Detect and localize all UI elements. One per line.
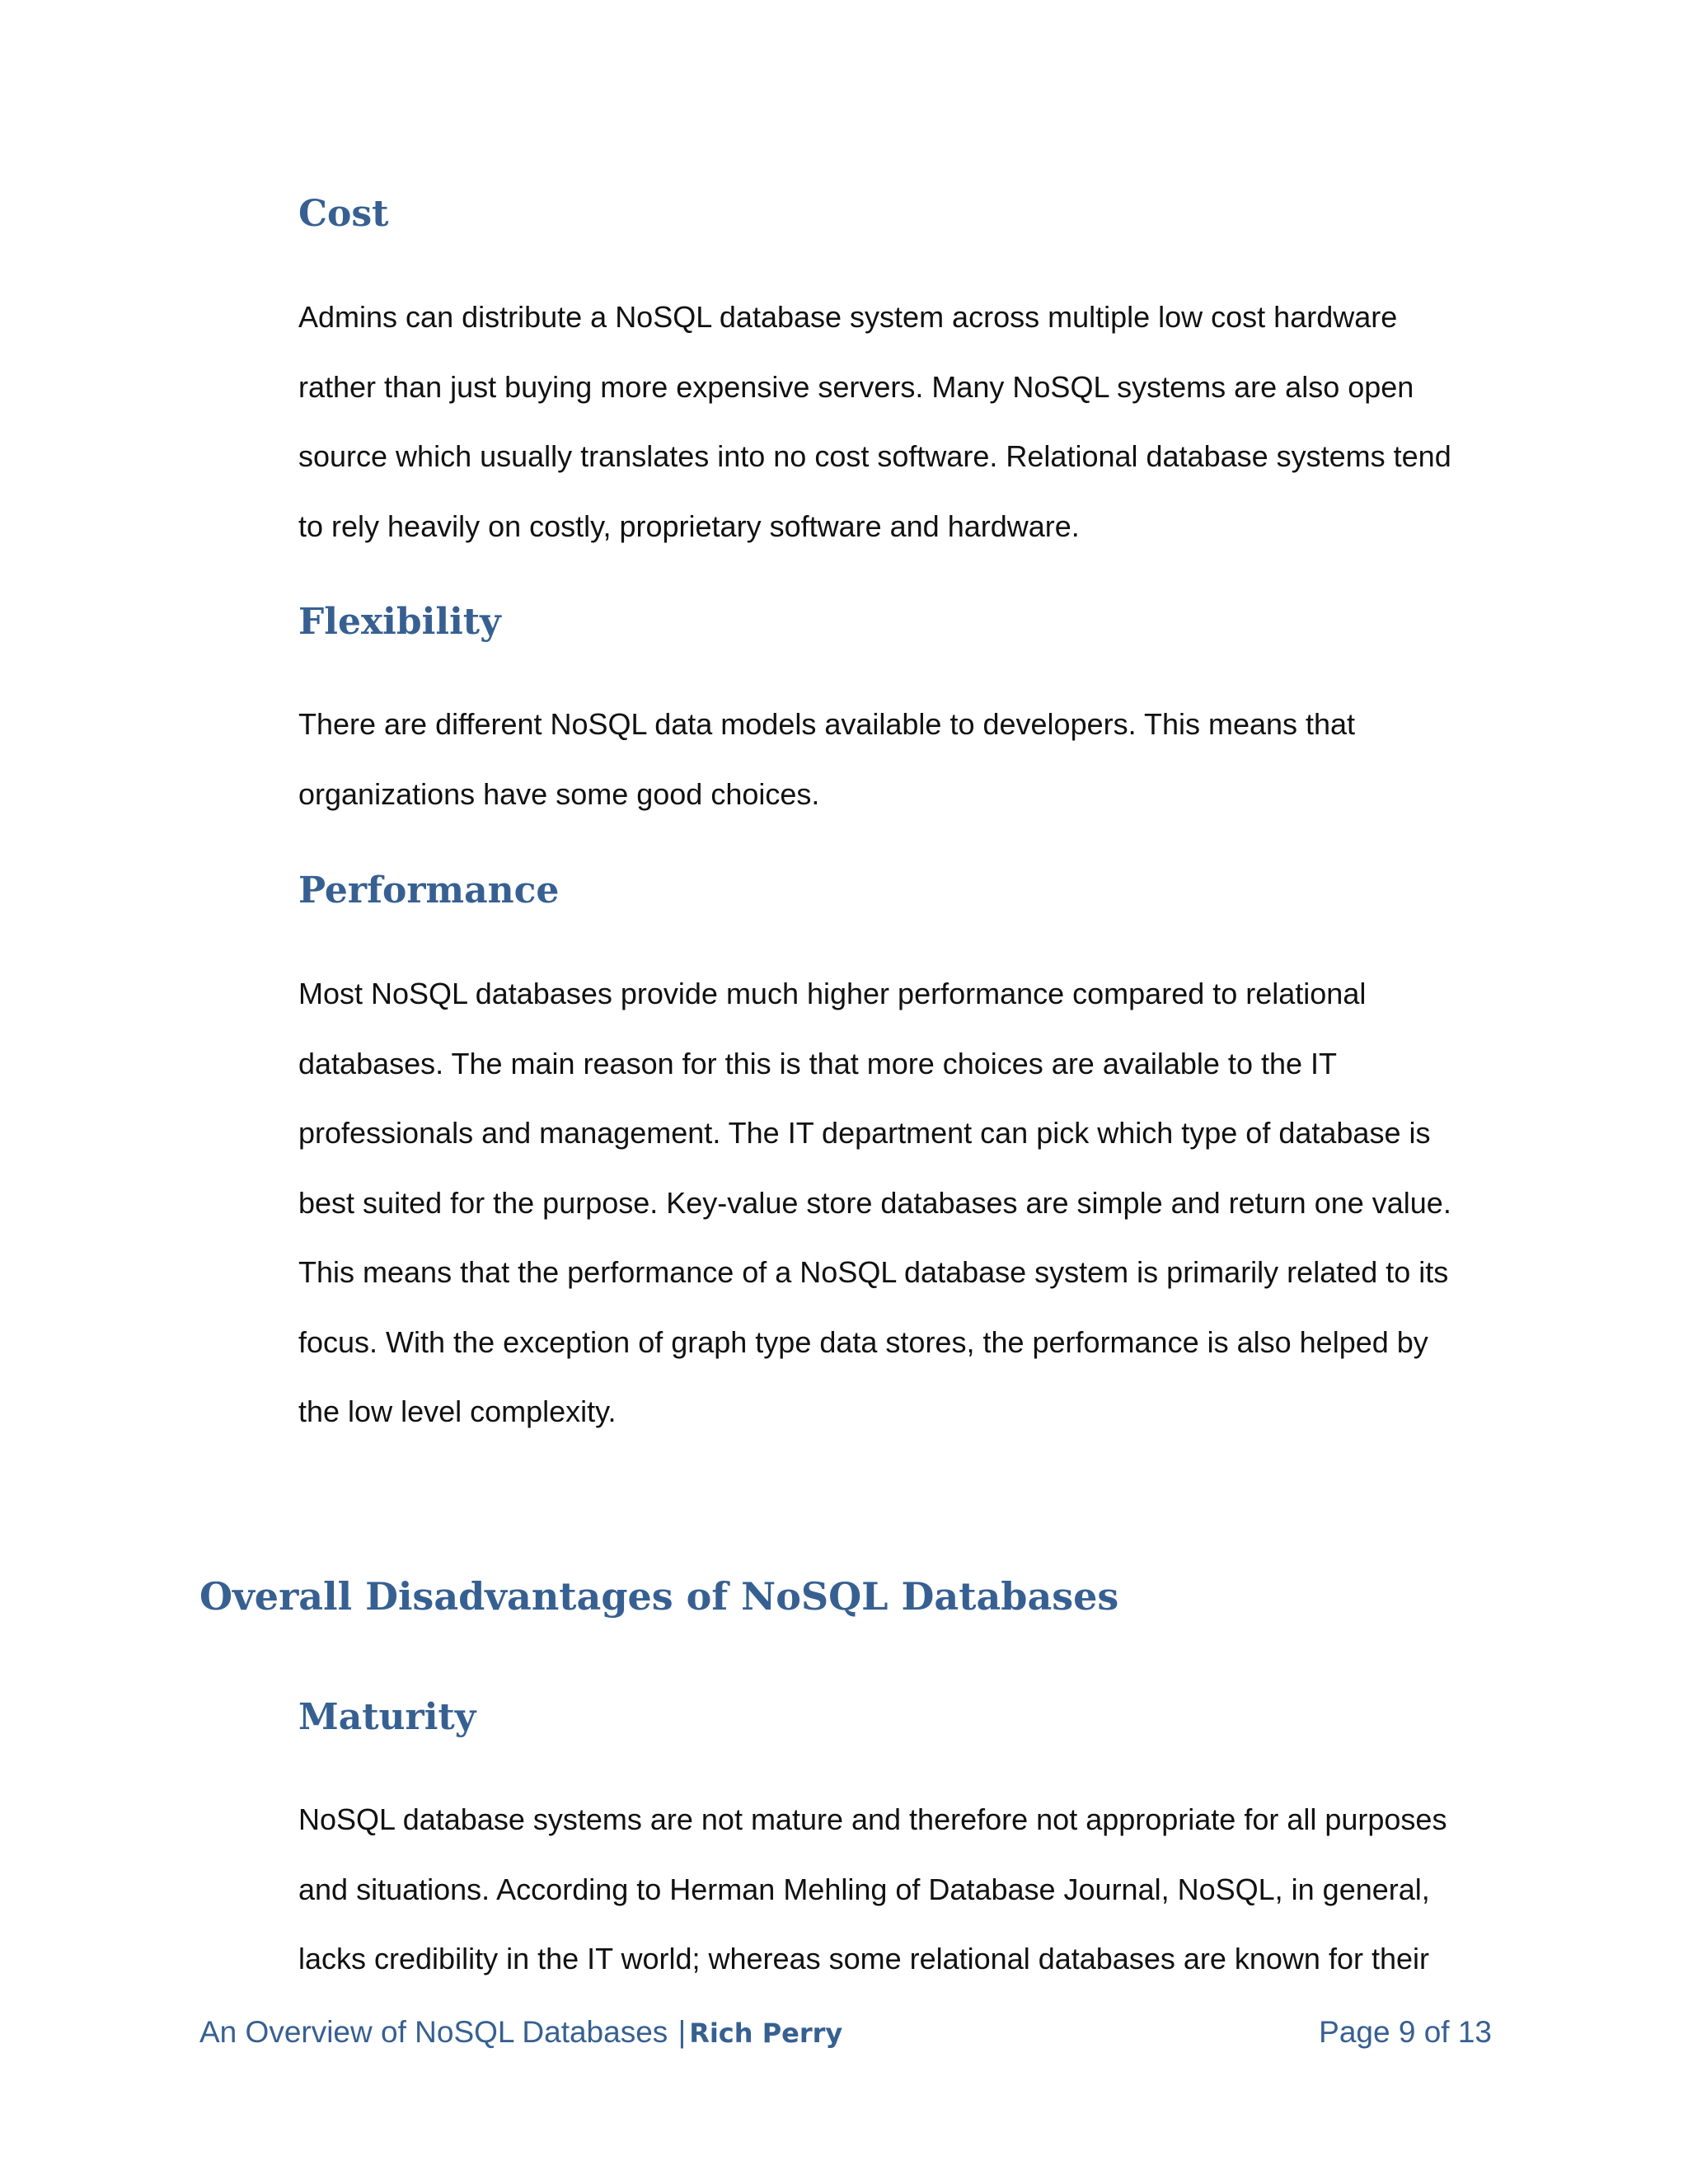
author-name: Rich Perry xyxy=(689,2018,843,2049)
paragraph-line: to rely heavily on costly, proprietary software and hardware. xyxy=(298,509,1080,543)
paragraph-line: rather than just buying more expensive servers. Many NoSQL systems are also open xyxy=(298,369,1414,404)
paragraph-line: Most NoSQL databases provide much higher performance compared to relational xyxy=(298,977,1367,1010)
paragraph-line: best suited for the purpose. Key-value store databases are simple and return one value. xyxy=(298,1185,1451,1220)
paragraph-line: focus. With the exception of graph type data stores, the performance is also helped by xyxy=(298,1324,1428,1359)
footer-separator: | xyxy=(678,2015,687,2049)
paragraph-line: organizations have some good choices. xyxy=(298,776,820,811)
section-heading-maturity: Maturity xyxy=(298,1696,476,1738)
paragraph-performance xyxy=(298,959,1535,1447)
document-title: An Overview of NoSQL Databases xyxy=(199,2015,668,2049)
paragraph-line: There are different NoSQL data models available to developers. This means that xyxy=(298,707,1356,741)
paragraph-maturity xyxy=(298,1785,1535,1994)
paragraph-line: Admins can distribute a NoSQL database system across multiple low cost hardware xyxy=(298,300,1398,334)
page-footer-title xyxy=(199,2008,842,2057)
paragraph-cost xyxy=(298,283,1535,561)
page-number: Page 9 of 13 xyxy=(1319,2015,1492,2049)
paragraph-line: source which usually translates into no cost software. Relational database systems tend xyxy=(298,439,1451,473)
paragraph-line: professionals and management. The IT department can pick which type of database is xyxy=(298,1116,1431,1150)
section-heading-cost: Cost xyxy=(298,193,389,235)
paragraph-flexibility xyxy=(298,690,1535,829)
paragraph-line: NoSQL database systems are not mature and therefore not appropriate for all purposes xyxy=(298,1802,1447,1836)
section-heading-disadvantages: Overall Disadvantages of NoSQL Databases xyxy=(199,1574,1119,1619)
paragraph-line: and situations. According to Herman Mehling of Database Journal, NoSQL, in general, xyxy=(298,1872,1430,1906)
paragraph-line: lacks credibility in the IT world; whereas some relational databases are known for their xyxy=(298,1942,1429,1975)
paragraph-line: This means that the performance of a NoSQL database system is primarily related to its xyxy=(298,1255,1449,1289)
paragraph-line: databases. The main reason for this is that more choices are available to the IT xyxy=(298,1046,1337,1080)
section-heading-flexibility: Flexibility xyxy=(298,601,501,643)
section-heading-performance: Performance xyxy=(298,869,560,912)
paragraph-line: the low level complexity. xyxy=(298,1394,617,1428)
